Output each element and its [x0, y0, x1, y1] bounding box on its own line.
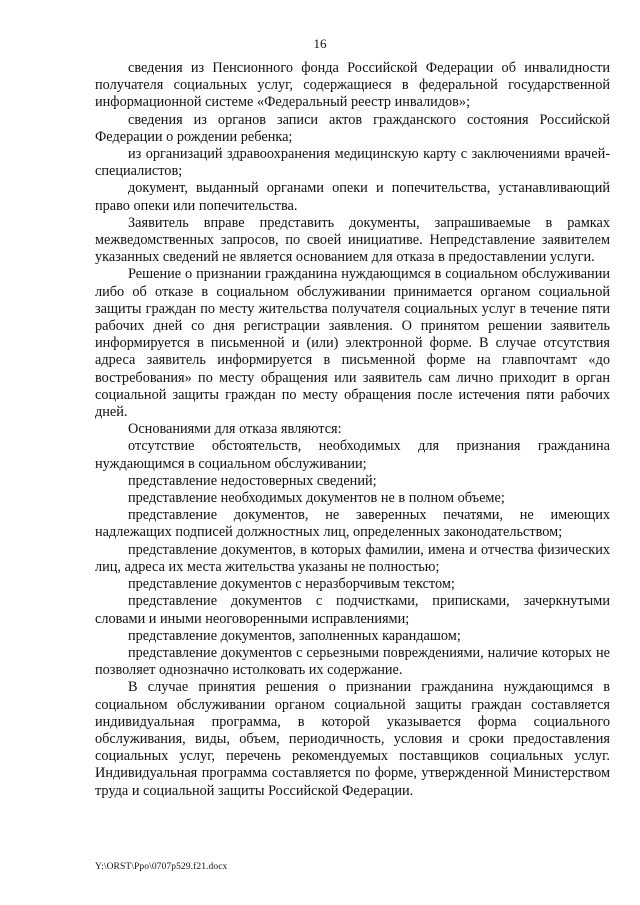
list-item: представление документов с неразборчивым текстом; [128, 576, 455, 593]
paragraph: сведения из Пенсионного фонда Российской Федерации об инвалидности получателя социальных услуг, содержащиеся в федеральной государственной информационной системе «Федеральный реестр инвалидов»; [95, 60, 610, 111]
list-item: представление документов с серьезными повреждениями, наличие которых не позволяет однозначно истолковать их содержание. [95, 644, 610, 679]
paragraph: сведения из органов записи актов гражданского состояния Российской Федерации о рождении ребенка; [95, 111, 610, 145]
paragraph: Заявитель вправе представить документы, запрашиваемые в рамках межведомственных запросов, по своей инициативе. Непредставление заявителем указанных сведений не является основанием для отказа в предоставлении услуги. [95, 214, 610, 266]
list-item: представление недостоверных сведений; [128, 472, 377, 489]
list-item: представление документов, не заверенных печатями, не имеющих надлежащих подписей должностных лиц, определенных законодательством; [95, 507, 610, 541]
paragraph: из организаций здравоохранения медицинскую карту с заключениями врачей-специалистов; [95, 146, 610, 180]
list-item: представление необходимых документов не в полном объеме; [128, 490, 505, 507]
paragraph: Решение о признании гражданина нуждающимся в социальном обслуживании либо об отказе в социальном обслуживании принимается органом социальной защиты граждан по месту жительства получателя социальных услуг в течение пяти рабочих дней со дня регистрации заявления. О принятом решении заявитель информируется в письменной и (или) электронной форме. В случае отсутствия адреса заявитель информируется в письменной форме на главпочтамт «до востребования» по месту обращения или заявитель сам лично приходит в орган социальной защиты граждан по месту обращения после истечения пяти рабочих дней. [95, 266, 610, 421]
list-item: представление документов, в которых фамилии, имена и отчества физических лиц, адреса их места жительства указаны не полностью; [95, 541, 610, 575]
list-item: представление документов с подчистками, приписками, зачеркнутыми словами и иными неоговоренными исправлениями; [95, 593, 610, 627]
page-number: 16 [313, 36, 327, 51]
document-body [95, 60, 610, 800]
file-path-footer: Y:\ORST\Ppo\0707p529.f21.docx [95, 862, 228, 872]
list-item: представление документов, заполненных карандашом; [128, 627, 461, 644]
paragraph: Основаниями для отказа являются: [128, 421, 342, 438]
paragraph: В случае принятия решения о признании гражданина нуждающимся в социальном обслуживании органом социальной защиты граждан составляется индивидуальная программа, в которой указывается форма социального обслуживания, виды, объем, периодичность, условия и сроки предоставления социальных услуг, перечень рекомендуемых поставщиков социальных услуг. Индивидуальная программа составляется по форме, утвержденной Министерством труда и социальной защиты Российской Федерации. [95, 679, 610, 799]
paragraph: документ, выданный органами опеки и попечительства, устанавливающий право опеки или попечительства. [95, 180, 610, 214]
list-item: отсутствие обстоятельств, необходимых для признания гражданина нуждающимся в социальном обслуживании; [95, 438, 610, 472]
